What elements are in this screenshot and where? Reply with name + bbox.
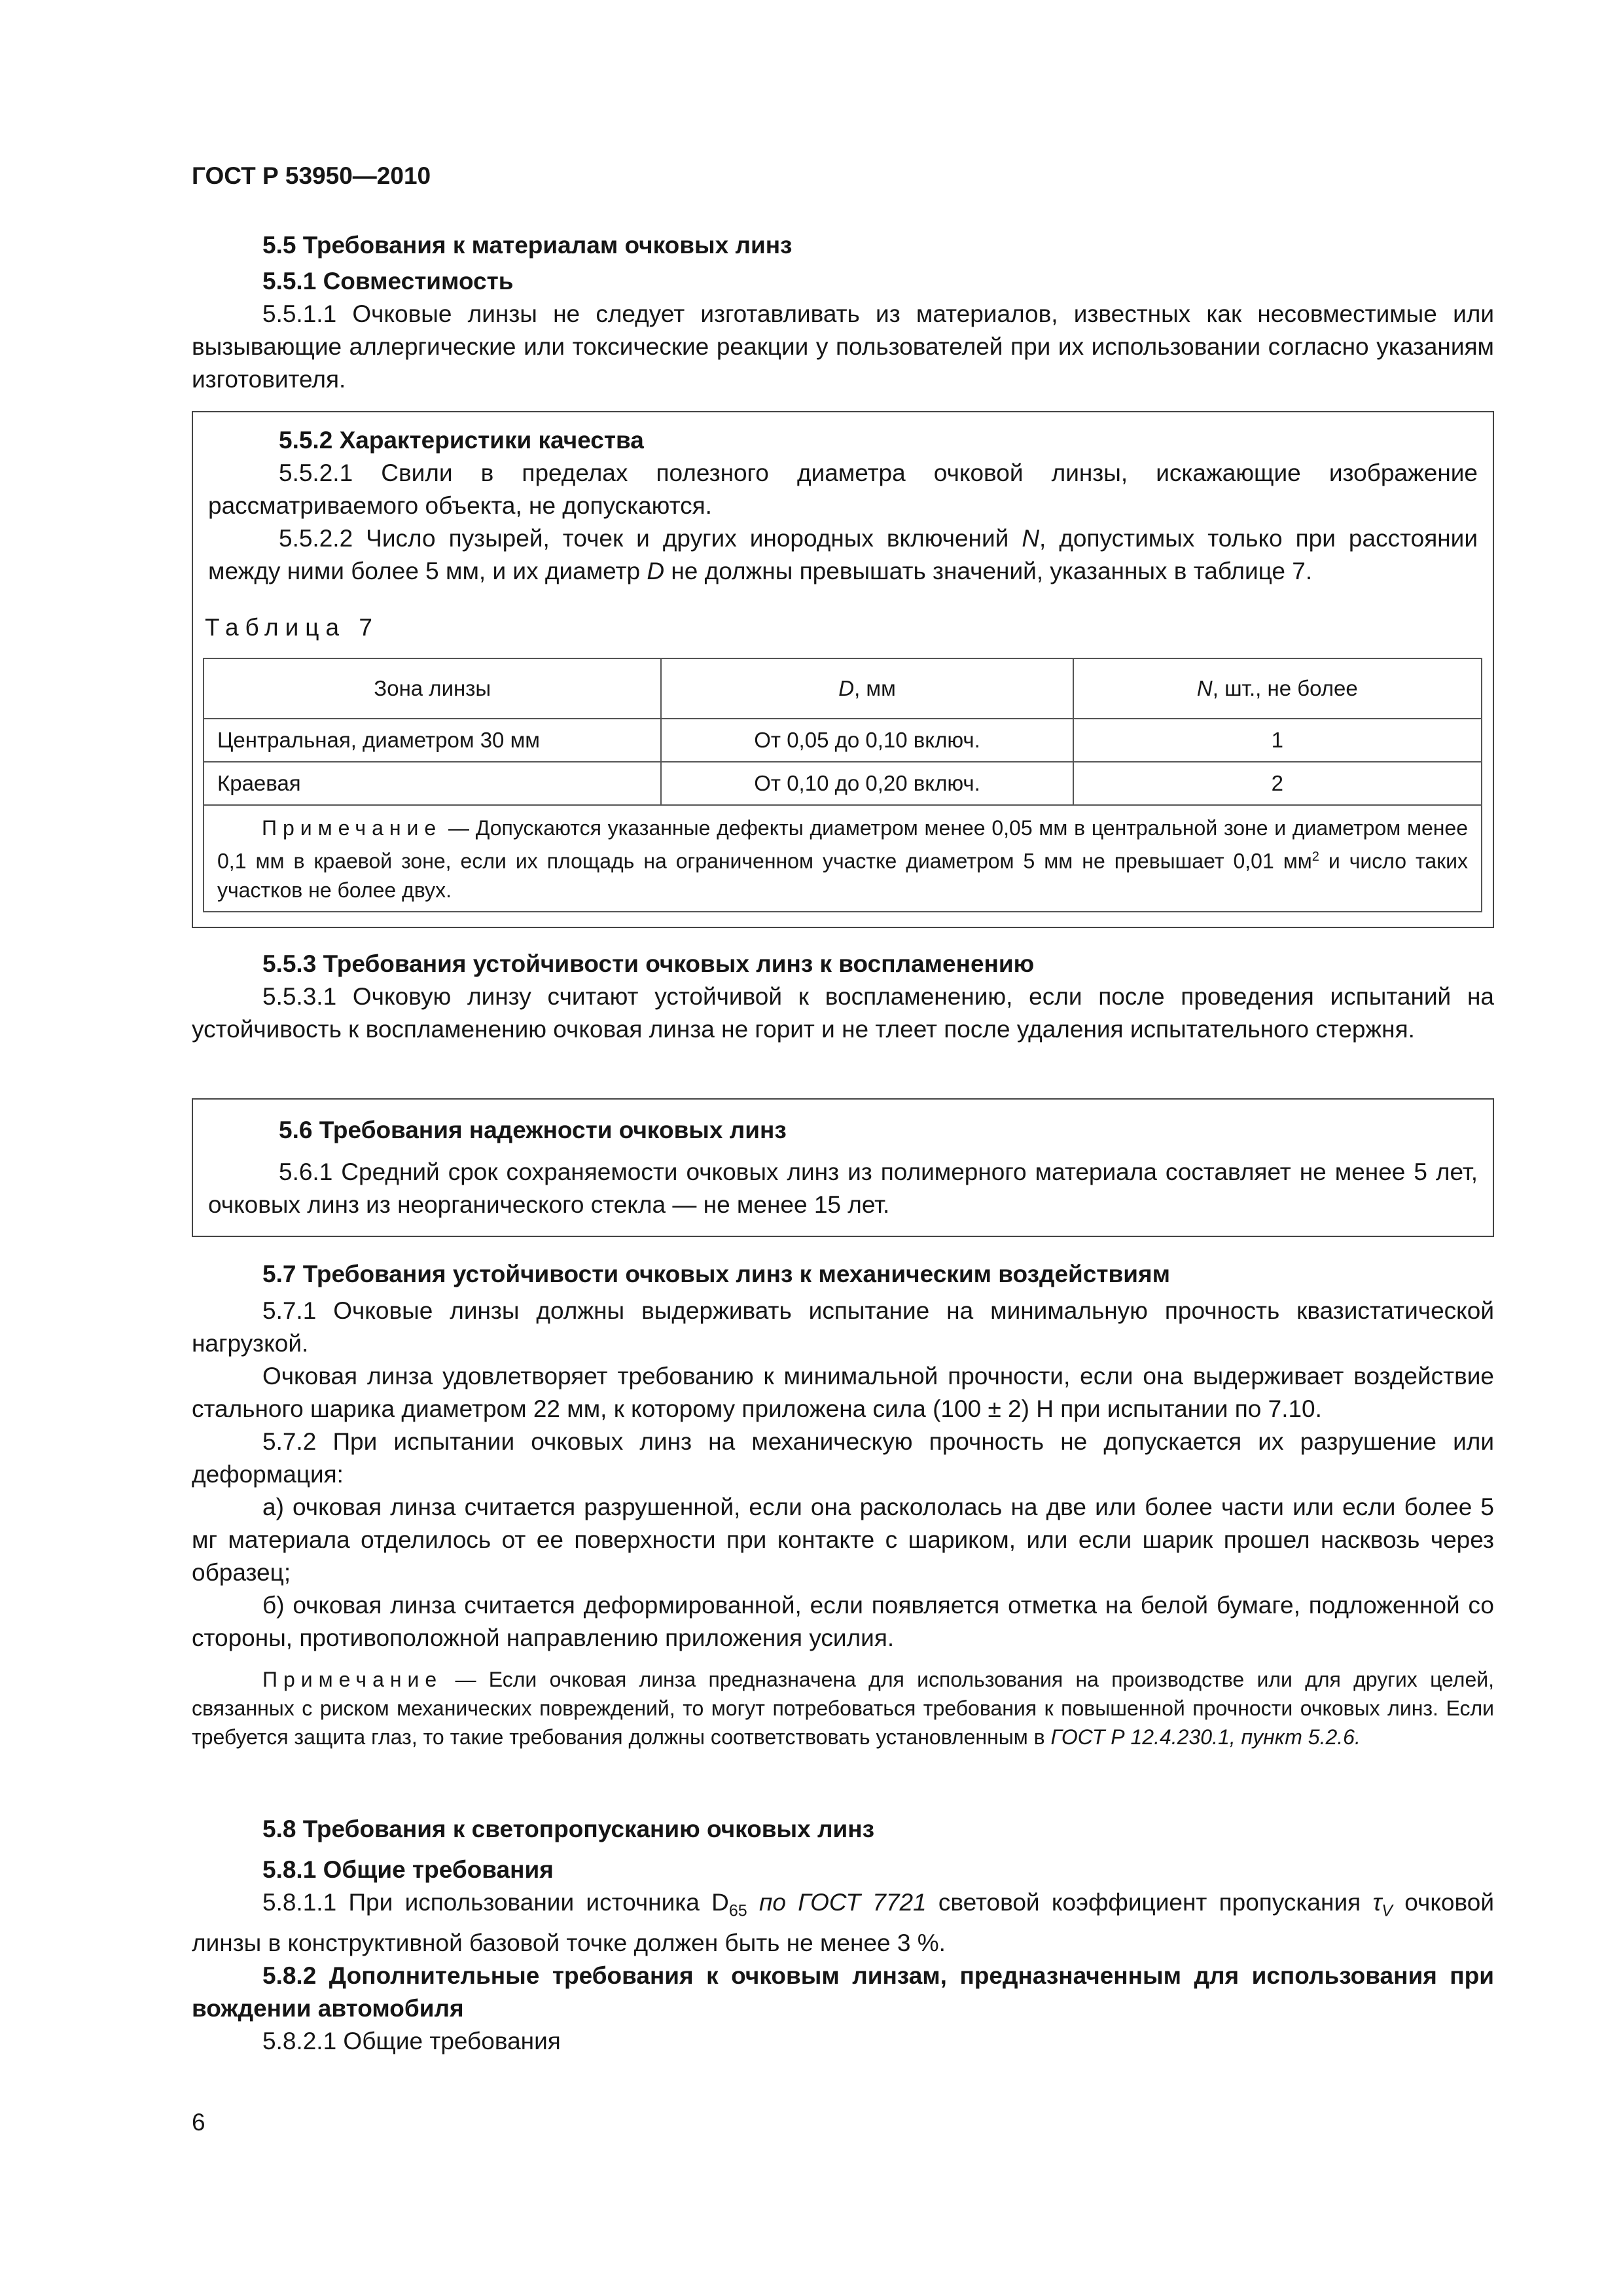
note-5-7: Примечание — Если очковая линза предназначена для использования на производстве или для других целей, связанных с риском механических повреждений, то могут потребоваться требования к повышенной прочности очковых линз. Если требуется защита глаз, то такие требования должны соответствовать установленным в ГОСТ Р 12.4.230.1, пункт 5.2.6.	[192, 1668, 1494, 1749]
para-5-5-2-2: 5.5.2.2 Число пузырей, точек и других инородных включений N, допустимых только при расстоянии между ними более 5 мм, и их диаметр D не должны превышать значений, указанных в таблице 7.	[208, 525, 1478, 584]
section-5-5-3	[192, 948, 1494, 1046]
table-note-row	[204, 805, 1482, 912]
heading-5-5: 5.5 Требования к материалам очковых линз	[262, 232, 793, 259]
heading-5-6: 5.6 Требования надежности очковых линз	[279, 1117, 787, 1143]
col-header-zone: Зона линзы	[204, 658, 661, 719]
table-row	[204, 719, 1482, 762]
heading-5-8-1: 5.8.1 Общие требования	[262, 1856, 554, 1883]
para-5-5-3-1: 5.5.3.1 Очковую линзу считают устойчивой к воспламенению, если после проведения испытаний на устойчивость к воспламенению очковая линза не горит и не тлеет после удаления испытательного стержня.	[192, 983, 1494, 1043]
para-5-8-2-1: 5.8.2.1 Общие требования	[262, 2028, 561, 2055]
heading-5-5-2: 5.5.2 Характеристики качества	[279, 427, 644, 454]
table-7	[203, 658, 1482, 912]
para-5-6-1: 5.6.1 Средний срок сохраняемости очковых линз из полимерного материала составляет не менее 5 лет, очковых линз из неорганического стекла — не менее 15 лет.	[208, 1158, 1478, 1218]
section-5-5-2	[208, 424, 1478, 588]
heading-5-5-3: 5.5.3 Требования устойчивости очковых линз к воспламенению	[262, 950, 1035, 977]
para-5-8-1-1: 5.8.1.1 При использовании источника $D_{65}$ по ГОСТ 7721 световой коэффициент пропускания $\tau_V$ очковой линзы в конструктивной базовой точке должен быть не менее 3 %.	[192, 1889, 1494, 1957]
para-5-5-2-1: 5.5.2.1 Свили в пределах полезного диаметра очковой линзы, искажающие изображение рассматриваемого объекта, не допускаются.	[208, 459, 1478, 519]
para-5-7-2: 5.7.2 При испытании очковых линз на механическую прочность не допускается их разрушение или деформация:	[192, 1428, 1494, 1488]
section-5-8	[192, 1813, 1494, 2058]
table-row	[204, 762, 1482, 805]
table-header-row	[204, 658, 1482, 719]
section-5-5	[192, 229, 1494, 396]
section-5-7	[192, 1258, 1494, 1751]
heading-5-8-2: 5.8.2 Дополнительные требования к очковым линзам, предназначенным для использования при вождении автомобиля	[192, 1962, 1494, 2022]
para-5-7-1: 5.7.1 Очковые линзы должны выдерживать испытание на минимальную прочность квазистатической нагрузкой.	[192, 1297, 1494, 1357]
cell-zone: Центральная, диаметром 30 мм	[204, 719, 661, 762]
document-id: ГОСТ Р 53950—2010	[192, 162, 431, 189]
para-5-7-1-b: Очковая линза удовлетворяет требованию к минимальной прочности, если она выдерживает воздействие стального шарика диаметром 22 мм, к которому приложена сила (100 ± 2) Н при испытании по 7.10.	[192, 1363, 1494, 1422]
table-7-label: Таблица 7	[205, 614, 379, 641]
cell-zone: Краевая	[204, 762, 661, 805]
heading-5-5-1: 5.5.1 Совместимость	[262, 268, 514, 295]
cell-d: От 0,05 до 0,10 включ.	[661, 719, 1073, 762]
cell-d: От 0,10 до 0,20 включ.	[661, 762, 1073, 805]
heading-5-8: 5.8 Требования к светопропусканию очковых линз	[262, 1816, 874, 1842]
table-note: Примечание — Допускаются указанные дефекты диаметром менее 0,05 мм в центральной зоне и диаметром менее 0,1 мм в краевой зоне, если их площадь на ограниченном участке диаметром 5 мм не превышает 0,01 $мм^2$ и число таких участков не более двух.	[204, 805, 1482, 912]
heading-5-7: 5.7 Требования устойчивости очковых линз к механическим воздействиям	[262, 1261, 1170, 1287]
page-number: 6	[192, 2109, 205, 2136]
section-5-6	[208, 1114, 1478, 1221]
col-header-d: D, мм	[661, 658, 1073, 719]
para-5-7-2-b: б) очковая линза считается деформированной, если появляется отметка на белой бумаге, подложенной со стороны, противоположной направлению приложения усилия.	[192, 1592, 1494, 1651]
para-5-5-1-1: 5.5.1.1 Очковые линзы не следует изготавливать из материалов, известных как несовместимые или вызывающие аллергические или токсические реакции у пользователей при их использовании согласно указаниям изготовителя.	[192, 300, 1494, 393]
cell-n: 2	[1073, 762, 1482, 805]
para-5-7-2-a: а) очковая линза считается разрушенной, если она раскололась на две или более части или если более 5 мг материала отделилось от ее поверхности при контакте с шариком, или если шарик прошел насквозь через образец;	[192, 1494, 1494, 1586]
col-header-n: N, шт., не более	[1073, 658, 1482, 719]
cell-n: 1	[1073, 719, 1482, 762]
